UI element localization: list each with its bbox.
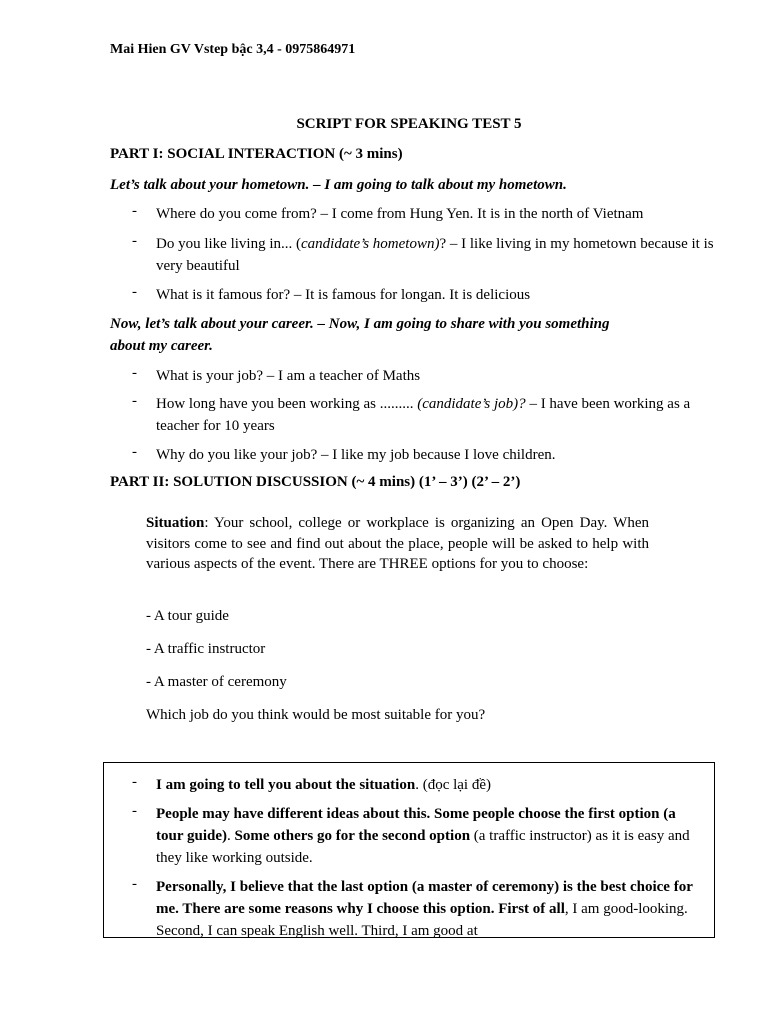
list-item: Where do you come from? – I come from Hung Yen. It is in the north of Vietnam — [156, 206, 644, 222]
bullet-dash: - — [132, 284, 137, 300]
list-item: People may have different ideas about this. Some people choose the first option (a tour guide). Some others go for the second option (a traffic instructor) as it is easy and they like working outside. — [156, 806, 690, 866]
part2-heading: PART II: SOLUTION DISCUSSION (~ 4 mins) (1’ – 3’) (2’ – 2’) — [110, 474, 521, 490]
career-intro: Now, let’s talk about your career. – Now, I am going to share with you something about my career. — [110, 316, 610, 354]
answer-box — [103, 762, 715, 938]
option-item: - A traffic instructor — [146, 641, 266, 657]
list-item: I am going to tell you about the situation. (đọc lại đề) — [156, 777, 492, 793]
list-item: Why do you like your job? – I like my job because I love children. — [156, 447, 556, 463]
list-item: How long have you been working as ......... (candidate’s job)? – I have been working as a teacher for 10 years — [156, 396, 691, 434]
page-header: Mai Hien GV Vstep bậc 3,4 - 0975864971 — [110, 42, 356, 57]
option-item: - A tour guide — [146, 608, 229, 624]
bullet-dash: - — [132, 444, 137, 460]
bullet-dash: - — [132, 233, 137, 249]
list-item: What is it famous for? – It is famous for longan. It is delicious — [156, 287, 531, 303]
list-item: What is your job? – I am a teacher of Maths — [156, 368, 421, 384]
bullet-dash: - — [132, 393, 137, 409]
bullet-dash: - — [132, 803, 137, 819]
list-item: Personally, I believe that the last option (a master of ceremony) is the best choice for me. There are some reasons why I choose this option. First of all, I am good-looking. Second, I can speak English well. Third, I am good at — [156, 879, 693, 938]
part1-heading: PART I: SOCIAL INTERACTION (~ 3 mins) — [110, 146, 403, 162]
question-text: Which job do you think would be most suitable for you? — [146, 707, 486, 723]
bullet-dash: - — [132, 365, 137, 381]
option-item: - A master of ceremony — [146, 674, 287, 690]
situation-paragraph: Situation: Your school, college or workplace is organizing an Open Day. When visitors come to see and find out about the place, people will be asked to help with various aspects of the event. There are THREE options for you to choose: — [146, 515, 649, 572]
list-item: Do you like living in... (candidate’s hometown)? – I like living in my hometown because it is very beautiful — [156, 236, 714, 274]
bullet-dash: - — [132, 774, 137, 790]
hometown-intro: Let’s talk about your hometown. – I am going to talk about my hometown. — [110, 177, 567, 193]
document-title: SCRIPT FOR SPEAKING TEST 5 — [296, 116, 522, 132]
bullet-dash: - — [132, 203, 137, 219]
bullet-dash: - — [132, 876, 137, 892]
